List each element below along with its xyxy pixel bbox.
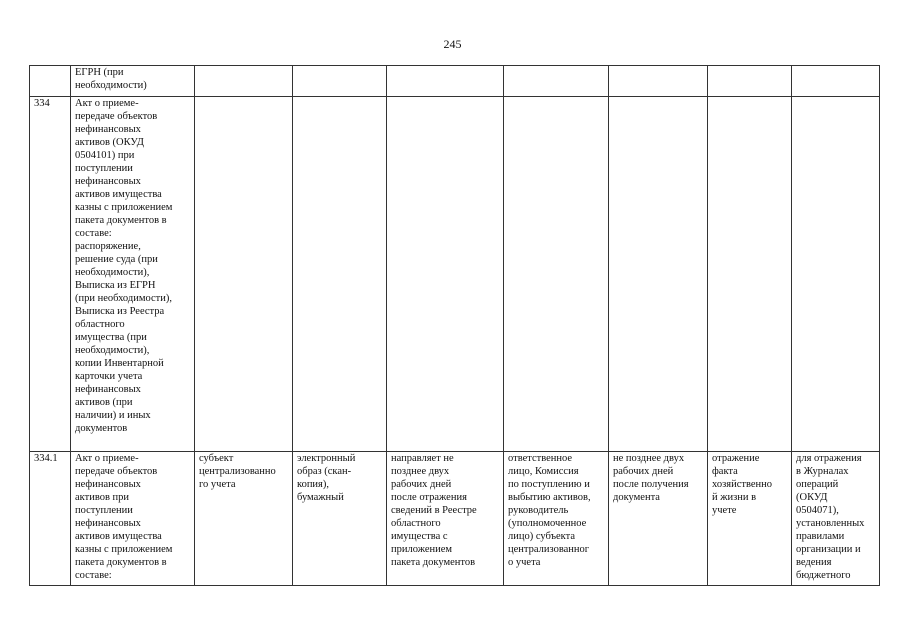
cell-text-line: областного xyxy=(75,319,125,330)
page-number: 245 xyxy=(443,37,462,51)
cell-text-line: распоряжение, xyxy=(75,241,141,252)
cell-text-line: казны с приложением xyxy=(75,202,173,213)
table-cell xyxy=(708,66,792,97)
cell-text-line: приложением xyxy=(391,544,453,555)
cell-text-line: Акт о приеме- xyxy=(75,98,139,109)
cell-text-line: карточки учета xyxy=(75,371,143,382)
cell-text-line: руководитель xyxy=(508,505,569,516)
cell-text-line: го учета xyxy=(199,479,236,490)
cell-text-line: й жизни в xyxy=(712,492,757,503)
table-cell xyxy=(708,97,792,452)
cell-text-line: поступлении xyxy=(75,505,133,516)
cell-text-line: поступлении xyxy=(75,163,133,174)
table-cell xyxy=(293,452,387,586)
document-table xyxy=(29,65,880,586)
cell-text-line: о учета xyxy=(508,557,541,568)
cell-text-line: централизованно xyxy=(199,466,276,477)
cell-text-line: направляет не xyxy=(391,453,454,464)
table-cell xyxy=(609,97,708,452)
cell-text-line: необходимости), xyxy=(75,267,150,278)
table-cell xyxy=(71,97,195,452)
table-cell xyxy=(708,452,792,586)
table-cell xyxy=(387,97,504,452)
cell-text-line: копии Инвентарной xyxy=(75,358,164,369)
cell-text-line: нефинансовых xyxy=(75,176,141,187)
cell-text-line: областного xyxy=(391,518,441,529)
table-cell xyxy=(387,66,504,97)
cell-text-line: активов (при xyxy=(75,397,133,408)
cell-text-line: казны с приложением xyxy=(75,544,173,555)
cell-text-line: образ (скан- xyxy=(297,466,352,477)
cell-text-line: составе: xyxy=(75,228,112,239)
cell-text-line: Акт о приеме- xyxy=(75,453,139,464)
cell-text-line: активов имущества xyxy=(75,189,162,200)
table-row xyxy=(30,97,880,452)
cell-text-line: (при необходимости), xyxy=(75,293,172,304)
cell-text-line: Выписка из Реестра xyxy=(75,306,165,317)
cell-text-line: операций xyxy=(796,479,839,490)
cell-text-line: рабочих дней xyxy=(613,466,674,477)
table-cell xyxy=(71,452,195,586)
cell-text-line: активов имущества xyxy=(75,531,162,542)
cell-text-line: в Журналах xyxy=(796,466,849,477)
cell-text-line: бюджетного xyxy=(796,570,851,581)
cell-text-line: 0504101) при xyxy=(75,150,135,161)
cell-text-line: пакета документов в xyxy=(75,557,167,568)
cell-text-line: централизованног xyxy=(508,544,590,555)
cell-text-line: после получения xyxy=(613,479,689,490)
table-cell xyxy=(504,66,609,97)
cell-text-line: после отражения xyxy=(391,492,467,503)
cell-text-line: активов при xyxy=(75,492,130,503)
cell-text-line: ЕГРН (при xyxy=(75,67,124,78)
row-number-cell xyxy=(30,66,71,97)
table-cell xyxy=(504,97,609,452)
row-number-cell: 334 xyxy=(30,97,71,452)
cell-text-line: 0504071), xyxy=(796,505,839,516)
cell-text-line: установленных xyxy=(796,518,865,529)
cell-text-line: нефинансовых xyxy=(75,479,141,490)
cell-text-line: субъект xyxy=(199,453,234,464)
table-body xyxy=(30,66,880,586)
table-cell xyxy=(792,97,880,452)
cell-text-line: Выписка из ЕГРН xyxy=(75,280,156,291)
cell-text-line: необходимости), xyxy=(75,345,150,356)
cell-text-line: активов (ОКУД xyxy=(75,137,144,148)
cell-text-line: отражение xyxy=(712,453,760,464)
table-cell xyxy=(195,97,293,452)
table-cell xyxy=(504,452,609,586)
cell-text-line: правилами xyxy=(796,531,845,542)
table-cell xyxy=(609,452,708,586)
cell-text-line: документов xyxy=(75,423,128,434)
cell-text-line: факта xyxy=(712,466,738,477)
table-cell xyxy=(609,66,708,97)
cell-text-line: для отражения xyxy=(796,453,862,464)
cell-text-line: пакета документов в xyxy=(75,215,167,226)
cell-text-line: ведения xyxy=(796,557,832,568)
table-row xyxy=(30,452,880,586)
cell-text-line: рабочих дней xyxy=(391,479,452,490)
cell-text-line: по поступлению и xyxy=(508,479,590,490)
table-cell xyxy=(195,66,293,97)
table-cell xyxy=(293,66,387,97)
table-cell xyxy=(792,452,880,586)
cell-text-line: хозяйственно xyxy=(712,479,772,490)
row-number-cell: 334.1 xyxy=(30,452,71,586)
table-cell xyxy=(387,452,504,586)
table-cell xyxy=(293,97,387,452)
cell-text-line: (ОКУД xyxy=(796,492,828,503)
cell-text-line: решение суда (при xyxy=(75,254,158,265)
table-cell xyxy=(71,66,195,97)
cell-text-line: бумажный xyxy=(297,492,344,503)
cell-text-line: электронный xyxy=(297,453,356,464)
cell-text-line: пакета документов xyxy=(391,557,476,568)
cell-text-line: имущества (при xyxy=(75,332,147,343)
cell-text-line: нефинансовых xyxy=(75,518,141,529)
cell-text-line: копия), xyxy=(297,479,330,490)
cell-text-line: лицо, Комиссия xyxy=(508,466,579,477)
cell-text-line: лицо) субъекта xyxy=(508,531,575,542)
cell-text-line: организации и xyxy=(796,544,861,555)
cell-text-line: имущества с xyxy=(391,531,448,542)
table-cell xyxy=(792,66,880,97)
cell-text-line: документа xyxy=(613,492,660,503)
table-cell xyxy=(195,452,293,586)
cell-text-line: не позднее двух xyxy=(613,453,685,464)
table-row xyxy=(30,66,880,97)
cell-text-line: передаче объектов xyxy=(75,466,158,477)
cell-text-line: учете xyxy=(712,505,737,516)
cell-text-line: ответственное xyxy=(508,453,573,464)
cell-text-line: нефинансовых xyxy=(75,384,141,395)
cell-text-line: сведений в Реестре xyxy=(391,505,477,516)
cell-text-line: (уполномоченное xyxy=(508,518,587,529)
cell-text-line: выбытию активов, xyxy=(508,492,591,503)
cell-text-line: нефинансовых xyxy=(75,124,141,135)
cell-text-line: необходимости) xyxy=(75,80,147,91)
cell-text-line: позднее двух xyxy=(391,466,450,477)
cell-text-line: наличии) и иных xyxy=(75,410,151,421)
cell-text-line: передаче объектов xyxy=(75,111,158,122)
cell-text-line: составе: xyxy=(75,570,112,581)
